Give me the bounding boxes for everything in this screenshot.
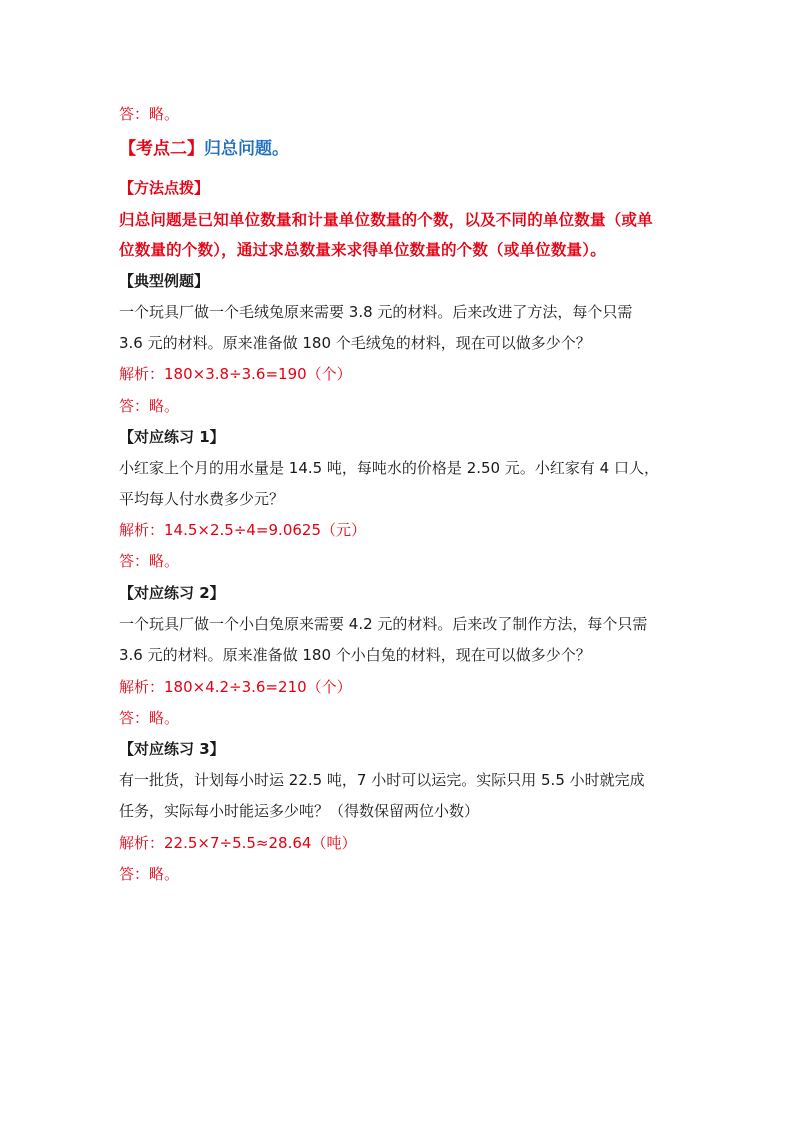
practice2-heading: 【对应练习 2】 xyxy=(119,584,225,602)
practice3-heading: 【对应练习 3】 xyxy=(119,740,225,758)
practice1-solution: 解析：14.5×2.5÷4=9.0625（元） xyxy=(119,521,366,539)
topic-title: 归总问题。 xyxy=(204,139,289,159)
practice1-heading: 【对应练习 1】 xyxy=(119,428,225,446)
practice1-answer: 答：略。 xyxy=(119,552,180,570)
practice3-question-line-2: 任务，实际每小时能运多少吨？（得数保留两位小数） xyxy=(119,802,480,820)
example-question-line-2: 3.6 元的材料。原来准备做 180 个毛绒兔的材料，现在可以做多少个？ xyxy=(119,334,591,352)
example-heading: 【典型例题】 xyxy=(119,272,210,290)
practice3-question-line-1: 有一批货，计划每小时运 22.5 吨，7 小时可以运完。实际只用 5.5 小时就完成 xyxy=(119,771,645,789)
method-line-1: 归总问题是已知单位数量和计量单位数量的个数，以及不同的单位数量（或单 xyxy=(119,211,653,229)
topic-heading xyxy=(119,139,289,159)
method-heading: 【方法点拨】 xyxy=(119,179,210,197)
example-solution: 解析：180×3.8÷3.6=190（个） xyxy=(119,365,352,383)
method-line-2: 位数量的个数），通过求总数量来求得单位数量的个数（或单位数量）。 xyxy=(119,241,606,259)
intro-answer: 答：略。 xyxy=(119,105,180,123)
practice2-solution: 解析：180×4.2÷3.6=210（个） xyxy=(119,678,352,696)
practice2-question-line-1: 一个玩具厂做一个小白兔原来需要 4.2 元的材料。后来改了制作方法，每个只需 xyxy=(119,615,648,633)
practice2-question-line-2: 3.6 元的材料。原来准备做 180 个小白兔的材料，现在可以做多少个？ xyxy=(119,646,591,664)
topic-bracket-label: 【考点二】 xyxy=(119,139,204,159)
practice1-question-line-2: 平均每人付水费多少元？ xyxy=(119,490,285,508)
example-answer: 答：略。 xyxy=(119,397,180,415)
practice2-answer: 答：略。 xyxy=(119,709,180,727)
practice3-answer: 答：略。 xyxy=(119,865,180,883)
practice3-solution: 解析：22.5×7÷5.5≈28.64（吨） xyxy=(119,834,357,852)
practice1-question-line-1: 小红家上个月的用水量是 14.5 吨，每吨水的价格是 2.50 元。小红家有 4 口人， xyxy=(119,459,659,477)
example-question-line-1: 一个玩具厂做一个毛绒兔原来需要 3.8 元的材料。后来改进了方法，每个只需 xyxy=(119,303,633,321)
